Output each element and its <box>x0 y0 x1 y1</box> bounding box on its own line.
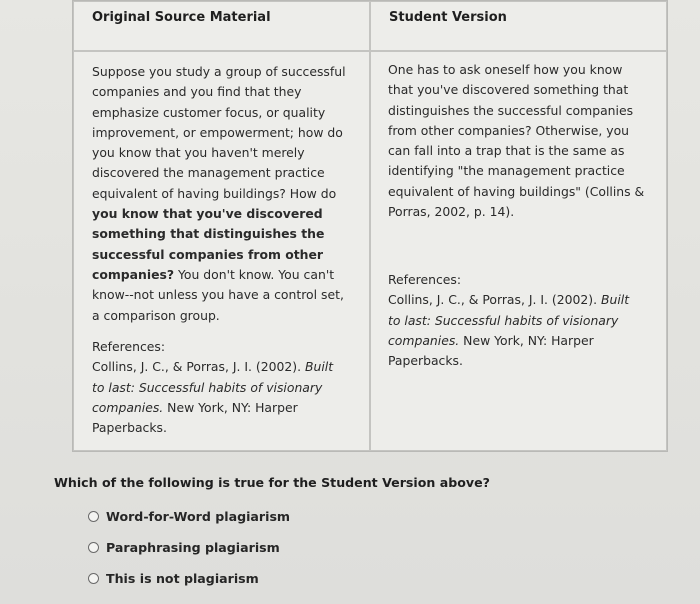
original-line: companies and you find that they <box>92 84 302 100</box>
student-ref-line <box>388 331 629 351</box>
student-line: equivalent of having buildings" (Collins & <box>388 183 645 199</box>
student-references-label: References: <box>388 272 462 287</box>
student-line: that you've discovered something that <box>388 82 629 98</box>
student-ref-line <box>388 290 629 310</box>
original-mixed-bold: companies? <box>92 266 175 282</box>
original-mixed-rest: You don't know. You can't <box>174 266 335 282</box>
student-ref-line: Paperbacks. <box>388 353 463 369</box>
original-source-cell <box>73 51 370 451</box>
original-line: emphasize customer focus, or quality <box>92 104 326 120</box>
student-line: can fall into a trap that is the same as <box>388 143 625 159</box>
student-references <box>388 270 629 371</box>
original-mixed-line <box>92 265 346 285</box>
original-ref-line: Paperbacks. <box>92 420 167 436</box>
option-not-plagiarism[interactable] <box>88 569 259 587</box>
option-label[interactable]: Word-for-Word plagiarism <box>106 508 291 524</box>
original-bold-line: something that distinguishes the <box>92 226 325 242</box>
radio-button-icon[interactable] <box>88 542 99 553</box>
original-passage <box>92 62 346 326</box>
student-ref-italic: companies. <box>388 332 460 348</box>
original-line: discovered the management practice <box>92 165 325 181</box>
original-ref-line <box>92 398 333 418</box>
student-version-cell <box>370 51 667 451</box>
header-original-source: Original Source Material <box>92 10 271 25</box>
original-references-label: References: <box>92 339 166 354</box>
original-references <box>92 337 333 438</box>
header-original-cell <box>73 1 370 51</box>
student-ref-line: to last: Successful habits of visionary <box>388 312 619 328</box>
option-word-for-word[interactable] <box>88 507 290 525</box>
question-prompt: Which of the following is true for the Student Version above? <box>54 475 490 490</box>
header-student-version: Student Version <box>389 10 507 25</box>
comparison-table <box>72 0 668 452</box>
student-line: from other companies? Otherwise, you <box>388 122 630 138</box>
original-line: know--not unless you have a control set, <box>92 287 344 303</box>
original-ref-italic: companies. <box>92 399 164 415</box>
original-line: Suppose you study a group of successful <box>92 64 346 79</box>
option-paraphrasing[interactable] <box>88 538 280 556</box>
student-passage <box>388 60 644 222</box>
original-ref-italic: Built <box>305 359 334 375</box>
student-ref-plain: Collins, J. C., & Porras, J. I. (2002). <box>388 292 601 308</box>
original-bold-line: successful companies from other <box>92 246 323 262</box>
radio-button-icon[interactable] <box>88 573 99 584</box>
original-ref-plain: New York, NY: Harper <box>163 399 298 415</box>
original-ref-line <box>92 357 333 377</box>
student-ref-plain: New York, NY: Harper <box>459 332 594 348</box>
original-ref-plain: Collins, J. C., & Porras, J. I. (2002). <box>92 359 305 375</box>
student-line: identifying "the management practice <box>388 163 625 179</box>
radio-button-icon[interactable] <box>88 511 99 522</box>
student-ref-italic: Built <box>601 292 630 308</box>
header-student-cell <box>370 1 667 51</box>
student-line: distinguishes the successful companies <box>388 102 634 118</box>
student-line: One has to ask oneself how you know <box>388 62 623 77</box>
original-line: you know that you haven't merely <box>92 145 305 161</box>
original-line: a comparison group. <box>92 307 220 323</box>
table-grid <box>72 0 668 452</box>
original-ref-line: to last: Successful habits of visionary <box>92 379 323 395</box>
option-label[interactable]: This is not plagiarism <box>106 570 259 586</box>
student-line: Porras, 2002, p. 14). <box>388 204 515 220</box>
original-line: improvement, or empowerment; how do <box>92 124 343 140</box>
option-label[interactable]: Paraphrasing plagiarism <box>106 539 280 555</box>
original-bold-line: you know that you've discovered <box>92 206 323 222</box>
original-line: equivalent of having buildings? How do <box>92 185 337 201</box>
